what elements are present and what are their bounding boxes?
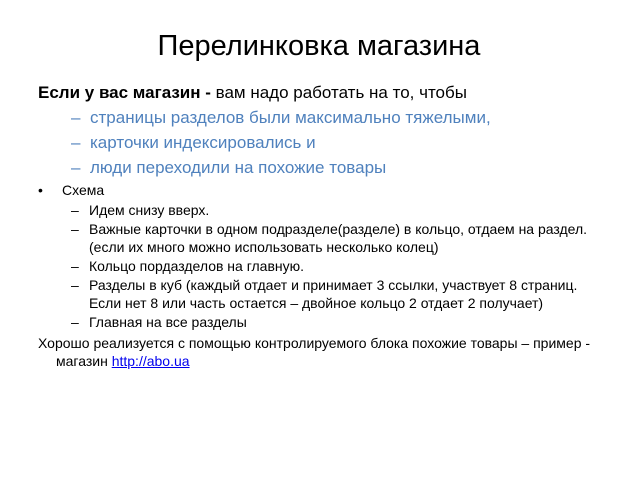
goal-text: люди переходили на похожие товары bbox=[90, 158, 387, 177]
scheme-step bbox=[38, 220, 618, 256]
slide-body bbox=[38, 82, 618, 370]
scheme-step-text: Главная на все разделы bbox=[89, 314, 247, 330]
scheme-step bbox=[38, 257, 618, 275]
goal-item bbox=[38, 105, 618, 130]
scheme-step bbox=[38, 276, 618, 312]
scheme-step bbox=[38, 313, 618, 331]
dash-marker: – bbox=[71, 108, 81, 127]
goal-item bbox=[38, 155, 618, 180]
scheme-step-text: Разделы в куб (каждый отдает и принимает 3 ссылки, участвует 8 страниц. Если нет 8 или часть остается – двойное кольцо 2 отдает 2 получает) bbox=[89, 277, 578, 311]
goal-item bbox=[38, 130, 618, 155]
intro-rest-text: вам надо работать на то, чтобы bbox=[210, 83, 467, 102]
dash-marker: – bbox=[71, 202, 79, 218]
intro-line bbox=[38, 82, 618, 104]
dash-marker: – bbox=[71, 133, 81, 152]
dash-marker: – bbox=[71, 314, 79, 330]
scheme-step bbox=[38, 201, 618, 219]
goals-list bbox=[38, 105, 618, 180]
dash-marker: – bbox=[71, 277, 79, 293]
scheme-step-text: Идем снизу вверх. bbox=[89, 202, 210, 218]
closing-paragraph bbox=[38, 334, 618, 370]
scheme-label: Схема bbox=[62, 182, 105, 198]
scheme-bullet bbox=[38, 181, 618, 200]
shop-link[interactable]: http://abo.ua bbox=[111, 353, 190, 369]
scheme-step-text: Важные карточки в одном подразделе(разделе) в кольцо, отдаем на раздел. (если их много можно использовать несколько колец) bbox=[89, 221, 588, 255]
dash-marker: – bbox=[71, 158, 81, 177]
scheme-steps-list bbox=[38, 201, 618, 331]
dash-marker: – bbox=[71, 258, 79, 274]
bullet-icon: • bbox=[38, 182, 43, 198]
goal-text: страницы разделов были максимально тяжелыми, bbox=[90, 108, 491, 127]
closing-text: Хорошо реализуется с помощью контролируемого блока похожие товары – пример - магазин bbox=[38, 335, 591, 369]
scheme-step-text: Кольцо пордазделов на главную. bbox=[89, 258, 305, 274]
intro-bold-text: Если у вас магазин - bbox=[38, 83, 211, 102]
goal-text: карточки индексировались и bbox=[90, 133, 316, 152]
slide-title: Перелинковка магазина bbox=[157, 30, 481, 62]
dash-marker: – bbox=[71, 221, 79, 237]
